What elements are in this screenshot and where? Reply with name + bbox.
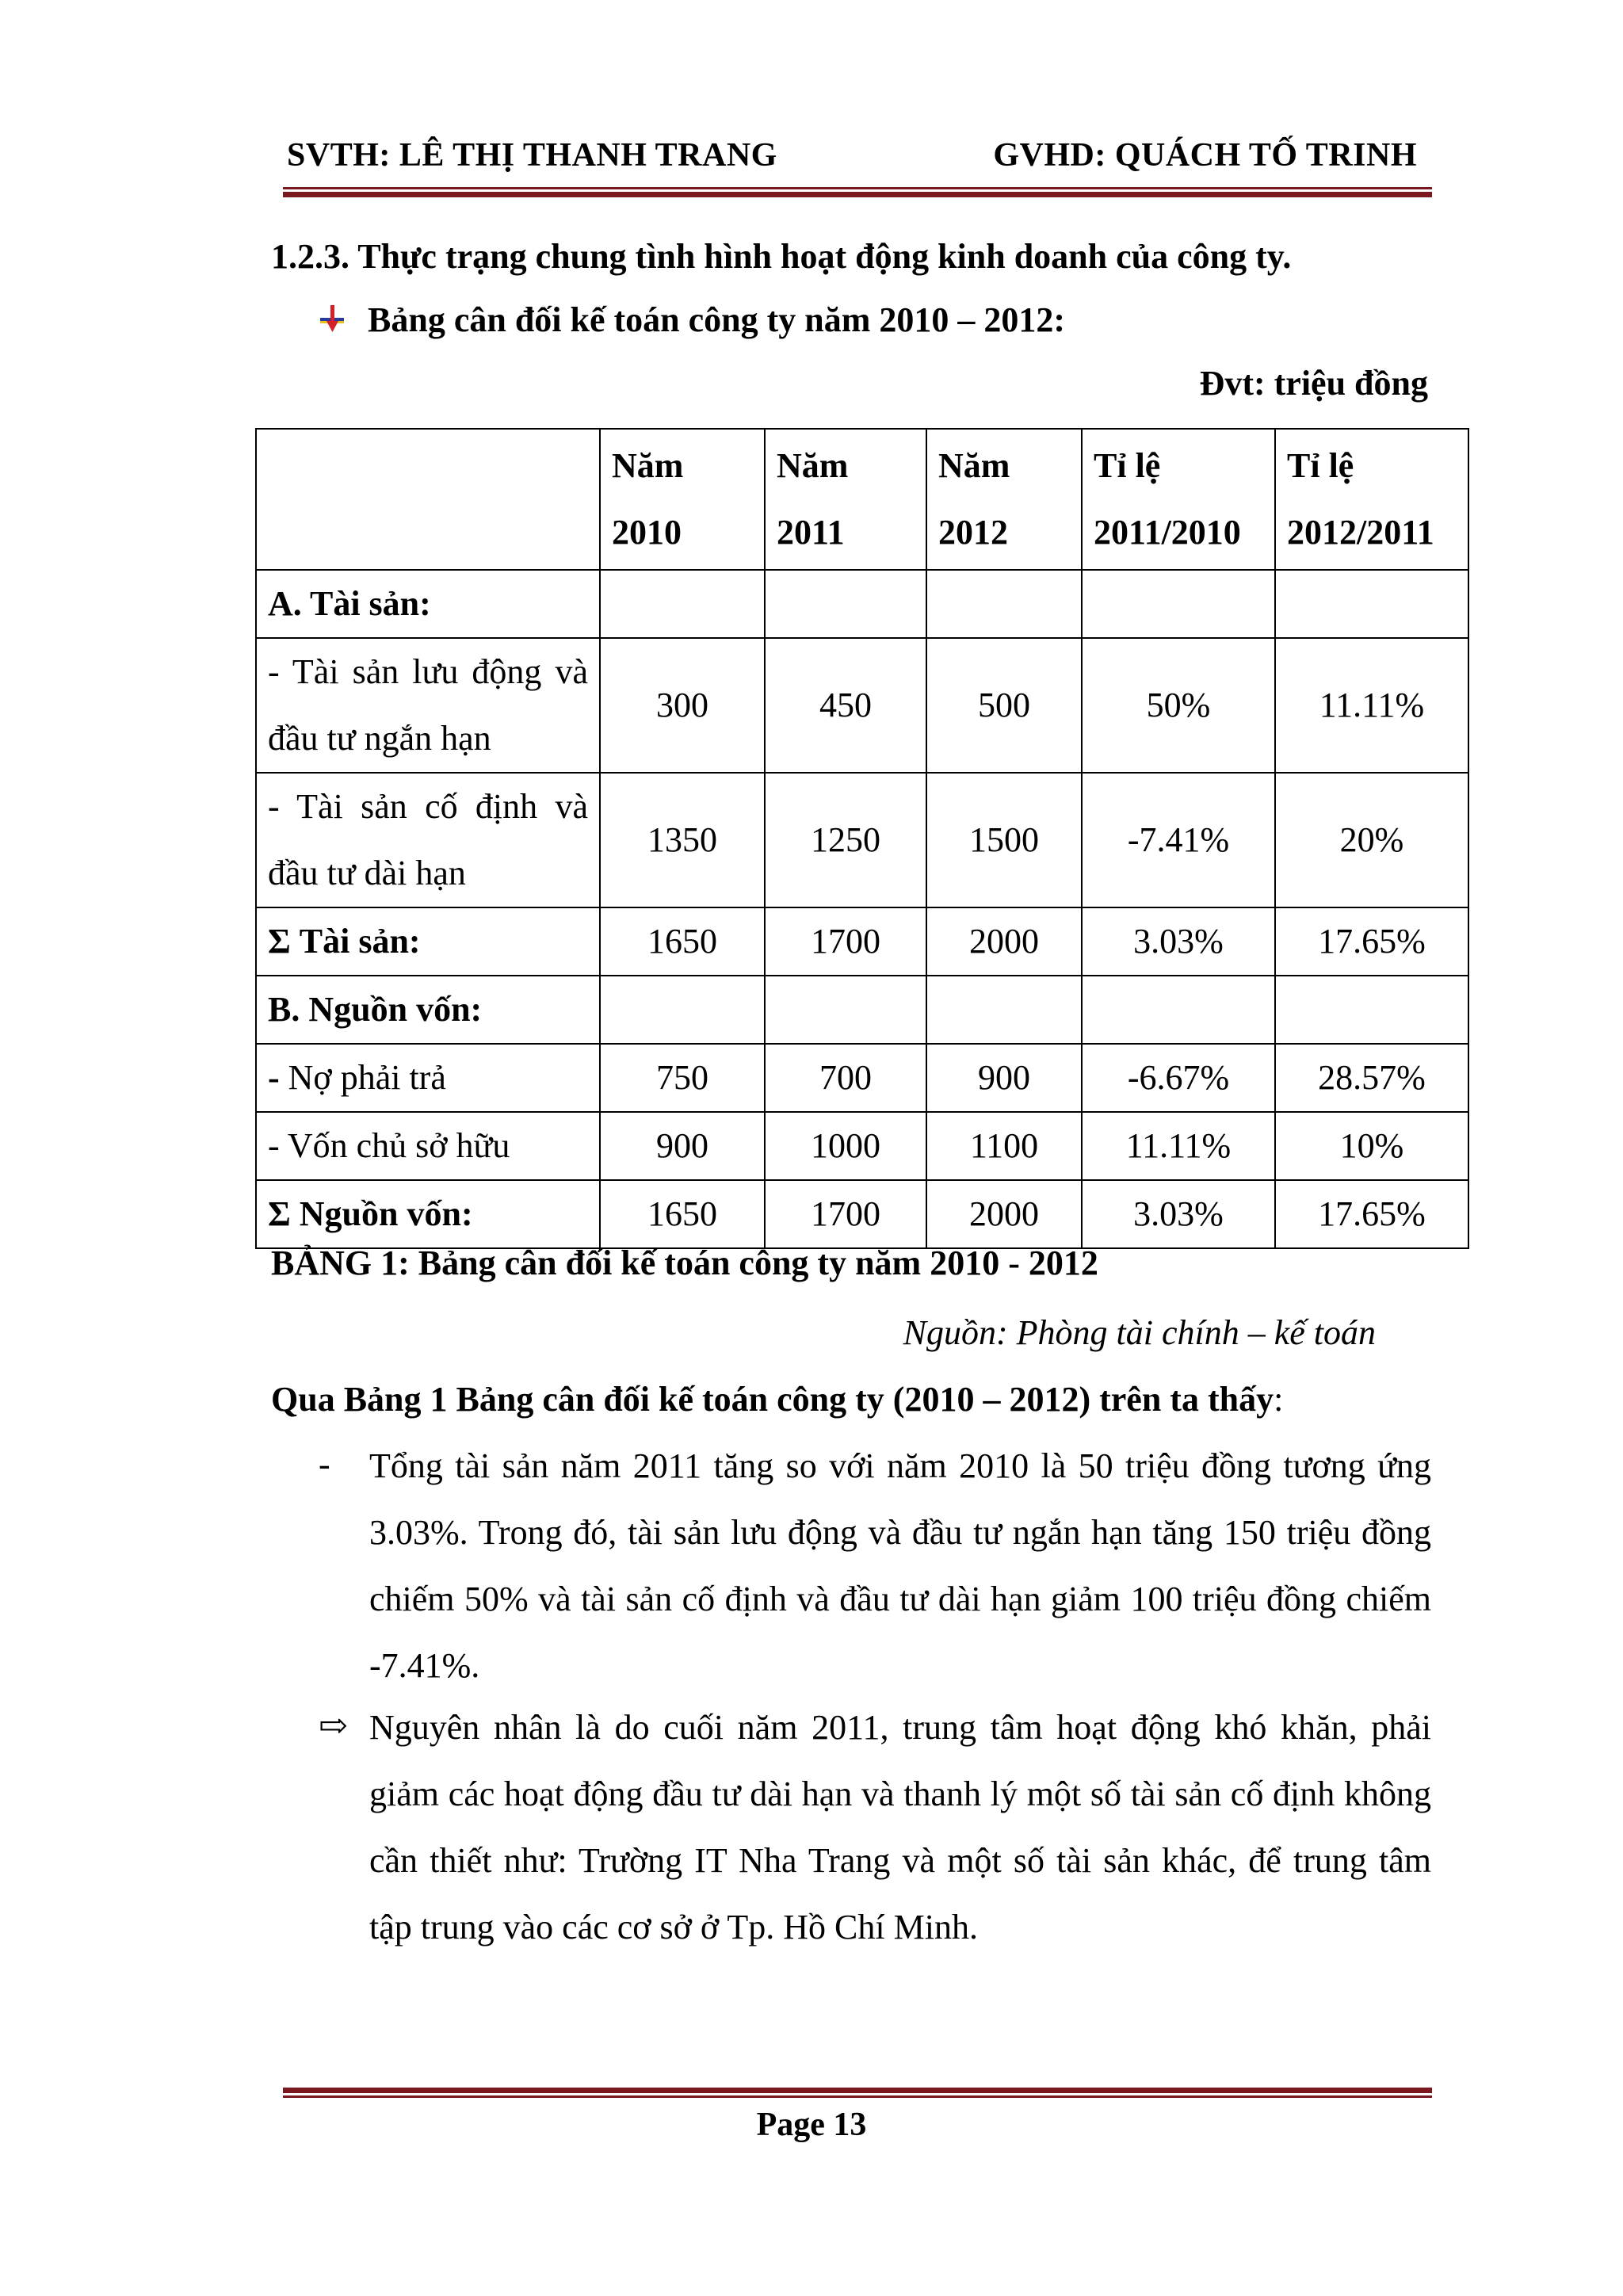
row-label: A. Tài sản: (256, 570, 600, 638)
value-cell: 1100 (926, 1112, 1082, 1180)
value-cell (926, 570, 1082, 638)
header-advisor: GVHD: QUÁCH TỐ TRINH (993, 137, 1417, 174)
row-label: - Vốn chủ sở hữu (256, 1112, 600, 1180)
value-cell (1275, 976, 1468, 1044)
row-label: Σ Nguồn vốn: (256, 1180, 600, 1248)
value-cell: 50% (1082, 638, 1275, 773)
paragraph-reason: Nguyên nhân là do cuối năm 2011, trung tâm hoạt động khó khăn, phải giảm các hoạt động đầu tư dài hạn và thanh lý một số tài sản cố định không cần thiết như: Trường IT Nha Trang và một số tài sản khác, để trung tâm tập trung vào các cơ sở ở Tp. Hồ Chí Minh. (369, 1708, 1431, 1946)
value-cell: 28.57% (1275, 1044, 1468, 1112)
value-cell: 1700 (765, 907, 926, 976)
balance-sheet-table (255, 428, 1469, 1249)
unit-label: Đvt: triệu đồng (1199, 364, 1428, 403)
value-cell: 2000 (926, 1180, 1082, 1248)
section-title: 1.2.3. Thực trạng chung tình hình hoạt động kinh doanh của công ty. (271, 237, 1292, 276)
value-cell: 450 (765, 638, 926, 773)
table-row (256, 1044, 1468, 1112)
header-line: Tỉ lệ (1287, 446, 1354, 485)
table-row (256, 1112, 1468, 1180)
value-cell: 1500 (926, 773, 1082, 907)
header-line: 2012/2011 (1287, 513, 1434, 552)
table-row (256, 570, 1468, 638)
dash-marker: - (319, 1445, 330, 1484)
value-cell: 1350 (600, 773, 765, 907)
value-cell: 2000 (926, 907, 1082, 976)
value-cell: 11.11% (1275, 638, 1468, 773)
value-cell: 17.65% (1275, 907, 1468, 976)
value-cell (1275, 570, 1468, 638)
header-rule-thick (283, 192, 1432, 197)
table-source: Nguồn: Phòng tài chính – kế toán (903, 1313, 1376, 1352)
page-number: Page 13 (756, 2107, 867, 2143)
value-cell: 1650 (600, 1180, 765, 1248)
value-cell: 300 (600, 638, 765, 773)
value-cell: 1650 (600, 907, 765, 976)
header-cell (765, 429, 926, 570)
table-row (256, 773, 1468, 907)
row-label: - Tài sản cố định và đầu tư dài hạn (256, 773, 600, 907)
header-line: Năm (938, 446, 1010, 485)
header-line: 2011/2010 (1094, 513, 1241, 552)
row-label-text: Nợ phải trả (279, 1058, 446, 1097)
page-header (287, 133, 1417, 178)
analysis-intro (271, 1379, 1283, 1419)
value-cell: 700 (765, 1044, 926, 1112)
header-student: SVTH: LÊ THỊ THANH TRANG (287, 137, 777, 174)
header-line (268, 433, 588, 499)
value-cell: 3.03% (1082, 1180, 1275, 1248)
analysis-intro-text: Qua Bảng 1 Bảng cân đối kế toán công ty (2010 – 2012) trên ta thấy (271, 1380, 1274, 1419)
header-line (268, 499, 588, 566)
footer-rule-thin (283, 2095, 1432, 2098)
value-cell: -6.67% (1082, 1044, 1275, 1112)
value-cell: -7.41% (1082, 773, 1275, 907)
row-label: Σ Tài sản: (256, 907, 600, 976)
row-label (256, 1044, 600, 1112)
row-label-dash: - (268, 1058, 280, 1097)
value-cell: 20% (1275, 773, 1468, 907)
value-cell: 3.03% (1082, 907, 1275, 976)
header-cell (1082, 429, 1275, 570)
value-cell: 900 (926, 1044, 1082, 1112)
table-row (256, 907, 1468, 976)
value-cell: 10% (1275, 1112, 1468, 1180)
value-cell: 11.11% (1082, 1112, 1275, 1180)
value-cell: 1000 (765, 1112, 926, 1180)
header-line: Tỉ lệ (1094, 446, 1161, 485)
value-cell (765, 976, 926, 1044)
table-row (256, 1180, 1468, 1248)
header-line: 2010 (612, 513, 682, 552)
value-cell: 500 (926, 638, 1082, 773)
table-heading-text: Bảng cân đối kế toán công ty năm 2010 – 2012: (368, 300, 1066, 339)
header-line: Năm (777, 446, 849, 485)
value-cell (1082, 976, 1275, 1044)
value-cell (1082, 570, 1275, 638)
value-cell: 1700 (765, 1180, 926, 1248)
table-heading (317, 300, 1065, 340)
table-header-row (256, 429, 1468, 570)
value-cell: 17.65% (1275, 1180, 1468, 1248)
row-label: B. Nguồn vốn: (256, 976, 600, 1044)
header-line: 2012 (938, 513, 1008, 552)
value-cell (600, 976, 765, 1044)
value-cell (600, 570, 765, 638)
value-cell: 1250 (765, 773, 926, 907)
table-row (256, 976, 1468, 1044)
arrow-right-icon: ⇨ (319, 1706, 348, 1745)
table-caption: BẢNG 1: Bảng cân đối kế toán công ty năm 2010 - 2012 (271, 1244, 1098, 1282)
header-line: 2011 (777, 513, 845, 552)
header-cell (600, 429, 765, 570)
header-line: Năm (612, 446, 684, 485)
row-label: - Tài sản lưu động và đầu tư ngắn hạn (256, 638, 600, 773)
header-cell (926, 429, 1082, 570)
footer-rule-thick (283, 2088, 1432, 2093)
value-cell (926, 976, 1082, 1044)
analysis-intro-colon: : (1274, 1380, 1284, 1419)
value-cell: 900 (600, 1112, 765, 1180)
paragraph-total-assets: Tổng tài sản năm 2011 tăng so với năm 2010 là 50 triệu đồng tương ứng 3.03%. Trong đó, tài sản lưu động và đầu tư ngắn hạn tăng 150 triệu đồng chiếm 50% và tài sản cố định và đầu tư dài hạn giảm 100 triệu đồng chiếm -7.41%. (369, 1446, 1431, 1685)
value-cell: 750 (600, 1044, 765, 1112)
table-row (256, 638, 1468, 773)
plus-arrow-down-icon (317, 304, 350, 337)
header-cell (1275, 429, 1468, 570)
header-rule-thin (283, 187, 1432, 189)
value-cell (765, 570, 926, 638)
header-cell-empty (256, 429, 600, 570)
